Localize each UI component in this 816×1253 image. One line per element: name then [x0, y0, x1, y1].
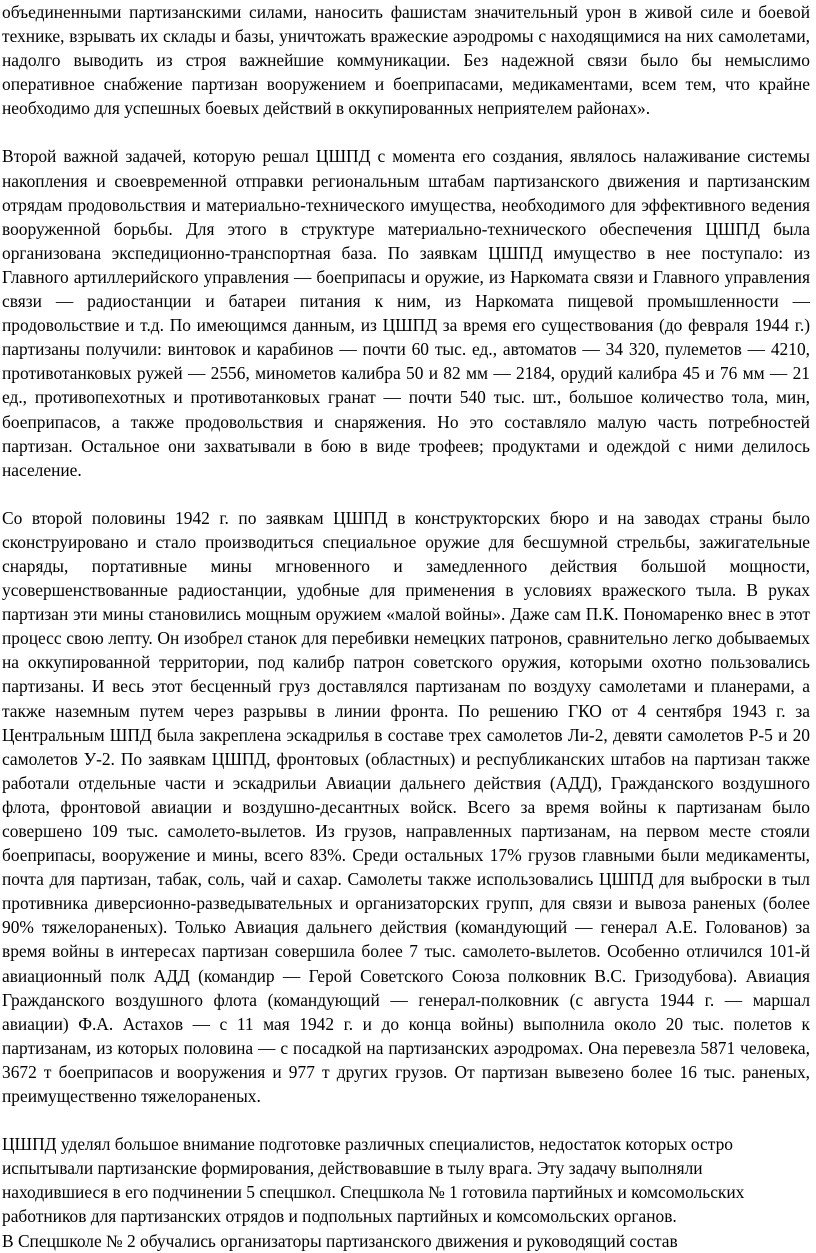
- paragraph-school-2: В Спецшколе № 2 обучались организаторы партизанского движения и руководящий состав: [2, 1230, 678, 1251]
- paragraph-intro-continuation: объединенными партизанскими силами, наносить фашистам значительный урон в живой силе и боевой технике, взрывать их склады и базы, уничтожать вражеские аэродромы с находящимися на них самолетами, надолго выводить из строя важнейшие коммуникации. Без надежной связи было бы немыслимо оперативное снабжение партизан вооружением и боеприпасами, медикаментами, всем тем, что крайне необходимо для успешных боевых действий в оккупированных неприятелем районах».: [2, 2, 810, 119]
- paragraph-supply-task: Второй важной задачей, которую решал ЦШПД с момента его создания, являлось налаживание системы накопления и своевременной отправки региональным штабам партизанского движения и партизанским отрядам продовольствия и материально-технического имущества, необходимого для эффективного ведения вооруженной борьбы. Для этого в структуре материально-технического обеспечения ЦШПД была организована экспедиционно-транспортная база. По заявкам ЦШПД имущество в нее поступало: из Главного артиллерийского управления — боеприпасы и оружие, из Наркомата связи и Главного управления связи — радиостанции и батареи питания к ним, из Наркомата пищевой промышленности — продовольствие и т.д. По имеющимся данным, из ЦШПД за время его существования (до февраля 1944 г.) партизаны получили: винтовок и карабинов — почти 60 тыс. ед., автоматов — 34 320, пулеметов — 4210, противотанковых ружей — 2556, минометов калибра 50 и 82 мм — 2184, орудий калибра 45 и 76 мм — 21 ед., противопехотных и противотанковых гранат — почти 540 тыс. шт., большое количество тола, мин, боеприпасов, а также продовольствия и снаряжения. Но это составляло малую часть потребностей партизан. Остальное они захватывали в бою в виде трофеев; продуктами и одеждой с ними делилось население.: [2, 146, 810, 480]
- paragraph-training-schools: ЦШПД уделял большое внимание подготовке различных специалистов, недостаток которых остро испытывали партизанские формирования, действовавшие в тылу врага. Эту задачу выполняли находившиеся в его подчинении 5 спецшкол. Спецшкола № 1 готовила партийных и комсомольских работников для партизанских отрядов и подпольных партийных и комсомольских органов.: [2, 1134, 745, 1227]
- paragraph-special-weapons-aviation: Со второй половины 1942 г. по заявкам ЦШПД в конструкторских бюро и на заводах страны было сконструировано и стало производиться специальное оружие для бесшумной стрельбы, зажигательные снаряды, портативные мины мгновенного и замедленного действия большой мощности, усовершенствованные радиостанции, удобные для применения в условиях вражеского тыла. В руках партизан эти мины становились мощным оружием «малой войны». Даже сам П.К. Пономаренко внес в этот процесс свою лепту. Он изобрел станок для перебивки немецких патронов, сравнительно легко добываемых на оккупированной территории, под калибр патрон советского оружия, которыми охотно пользовались партизаны. И весь этот бесценный груз доставлялся партизанам по воздуху самолетами и планерами, а также наземным путем через разрывы в линии фронта. По решению ГКО от 4 сентября 1943 г. за Центральным ШПД была закреплена эскадрилья в составе трех самолетов Ли-2, девяти самолетов Р-5 и 20 самолетов У-2. По заявкам ЦШПД, фронтовых (областных) и республиканских штабов на партизан также работали отдельные части и эскадрильи Авиации дальнего действия (АДД), Гражданского воздушного флота, фронтовой авиации и воздушно-десантных войск. Всего за время войны к партизанам было совершено 109 тыс. самолето-вылетов. Из грузов, направленных партизанам, на первом месте стояли боеприпасы, вооружение и мины, всего 83%. Среди остальных 17% грузов главными были медикаменты, почта для партизан, табак, соль, чай и сахар. Самолеты также использовались ЦШПД для выброски в тыл противника диверсионно-разведывательных и организаторских групп, для связи и вывоза раненых (более 90% тяжелораненых). Только Авиация дальнего действия (командующий — генерал А.Е. Голованов) за время войны в интересах партизан совершила более 7 тыс. самолето-вылетов. Особенно отличился 101-й авиационный полк АДД (командир — Герой Советского Союза полковник В.С. Гризодубова). Авиация Гражданского воздушного флота (командующий — генерал-полковник (с августа 1944 г. — маршал авиации) Ф.А. Астахов — с 11 мая 1942 г. и до конца войны) выполнила около 20 тыс. полетов к партизанам, из которых половина — с посадкой на партизанских аэродромах. Она перевезла 5871 человека, 3672 т боеприпасов и вооружения и 977 т других грузов. От партизан вывезено более 16 тыс. раненых, преимущественно тяжелораненых.: [2, 507, 810, 1107]
